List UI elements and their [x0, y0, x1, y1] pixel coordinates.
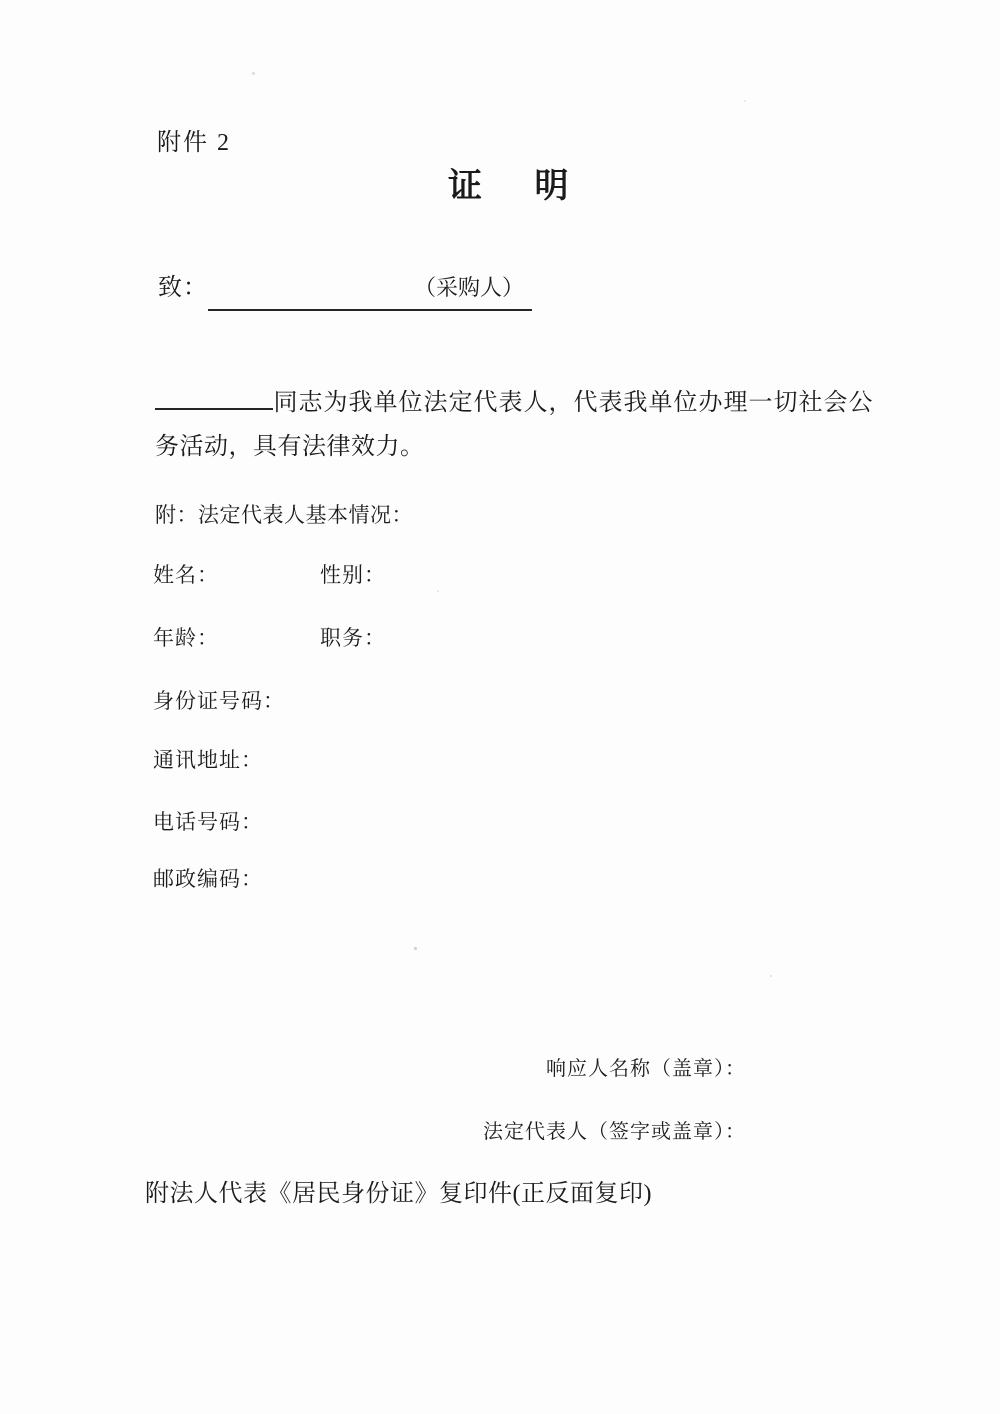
purchaser-annotation: （采购人）: [413, 275, 524, 300]
field-label-position: 职务：: [320, 626, 386, 650]
document-title: 证 明: [448, 168, 569, 205]
field-label-id-number: 身份证号码：: [153, 689, 285, 713]
scan-speck: [252, 72, 255, 75]
to-line: [158, 270, 532, 311]
to-blank-underline: [208, 270, 532, 311]
paragraph-text: 同志为我单位法定代表人，代表我单位办理一切社会公务活动，具有法律效力。: [155, 390, 873, 460]
scan-speck: [414, 947, 417, 950]
scan-speck: [437, 590, 439, 592]
field-label-mailing-address: 通讯地址：: [153, 748, 263, 772]
respondent-seal-label: 响应人名称（盖章）：: [546, 1058, 746, 1080]
field-label-phone-number: 电话号码：: [153, 810, 263, 834]
field-label-gender: 性别：: [320, 563, 386, 587]
field-label-age: 年龄：: [153, 626, 219, 650]
id-card-copy-note: 附法人代表《居民身份证》复印件(正反面复印): [145, 1181, 652, 1207]
name-blank-underline: [155, 408, 273, 410]
legal-rep-signature-label: 法定代表人（签字或盖章）：: [483, 1121, 746, 1143]
field-label-name: 姓名：: [153, 563, 219, 587]
to-prefix-label: 致：: [158, 275, 208, 301]
scan-speck: [744, 100, 746, 102]
body-paragraph: [155, 381, 873, 469]
legal-rep-info-heading: 附：法定代表人基本情况：: [155, 503, 413, 527]
scan-speck: [770, 975, 772, 977]
field-label-postal-code: 邮政编码：: [153, 867, 263, 891]
attachment-label: 附件 2: [157, 130, 231, 156]
